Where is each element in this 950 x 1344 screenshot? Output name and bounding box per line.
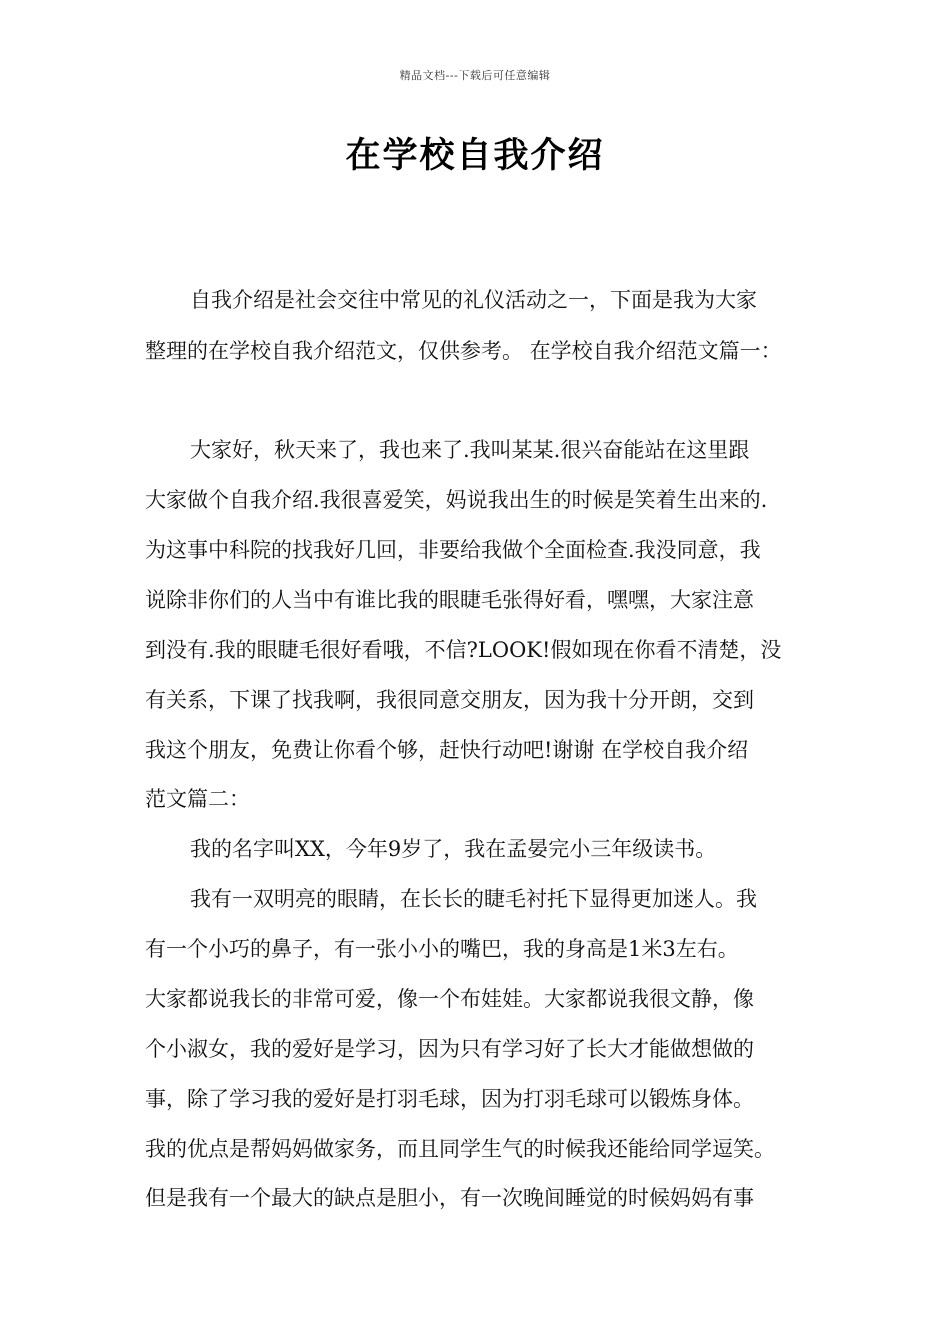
paragraph-line: 自我介绍是社会交往中常见的礼仪活动之一，下面是我为大家 [190,288,757,312]
paragraph-line: 大家好，秋天来了，我也来了.我叫某某.很兴奋能站在这里跟 [190,438,750,462]
paragraph-line: 我的优点是帮妈妈做家务，而且同学生气的时候我还能给同学逗笑。 [145,1137,775,1161]
paragraph-line: 有关系，下课了找我啊，我很同意交朋友，因为我十分开朗，交到 [145,688,754,712]
paragraph-line: 有一个小巧的鼻子，有一张小小的嘴巴，我的身高是1米3左右。 [145,937,739,961]
paragraph-line: 说除非你们的人当中有谁比我的眼睫毛张得好看，嘿嘿，大家注意 [145,588,754,612]
paragraph-line: 但是我有一个最大的缺点是胆小，有一次晚间睡觉的时候妈妈有事 [145,1186,754,1210]
paragraph-line: 我有一双明亮的眼睛，在长长的睫毛衬托下显得更加迷人。我 [190,887,757,911]
paragraph-line: 为这事中科院的找我好几回，非要给我做个全面检查.我没同意，我 [145,538,761,562]
header-note: 精品文档---下载后可任意编辑 [399,69,551,82]
paragraph-line: 我的名字叫XX，今年9岁了，我在孟晏完小三年级读书。 [190,837,717,861]
paragraph-line: 整理的在学校自我介绍范文，仅供参考。 在学校自我介绍范文篇一： [145,339,782,363]
paragraph-line: 范文篇二： [145,787,250,811]
paragraph-line: 大家都说我长的非常可爱，像一个布娃娃。大家都说我很文静，像 [145,987,754,1011]
paragraph-line: 个小淑女，我的爱好是学习，因为只有学习好了长大才能做想做的 [145,1037,754,1061]
paragraph-line: 事，除了学习我的爱好是打羽毛球，因为打羽毛球可以锻炼身体。 [145,1087,754,1111]
document-title: 在学校自我介绍 [345,135,605,176]
paragraph-line: 大家做个自我介绍.我很喜爱笑，妈说我出生的时候是笑着生出来的. [145,488,768,512]
paragraph-line: 到没有.我的眼睫毛很好看哦，不信?LOOK!假如现在你看不清楚，没 [145,638,782,662]
paragraph-line: 我这个朋友，免费让你看个够，赶快行动吧!谢谢 在学校自我介绍 [145,738,749,762]
